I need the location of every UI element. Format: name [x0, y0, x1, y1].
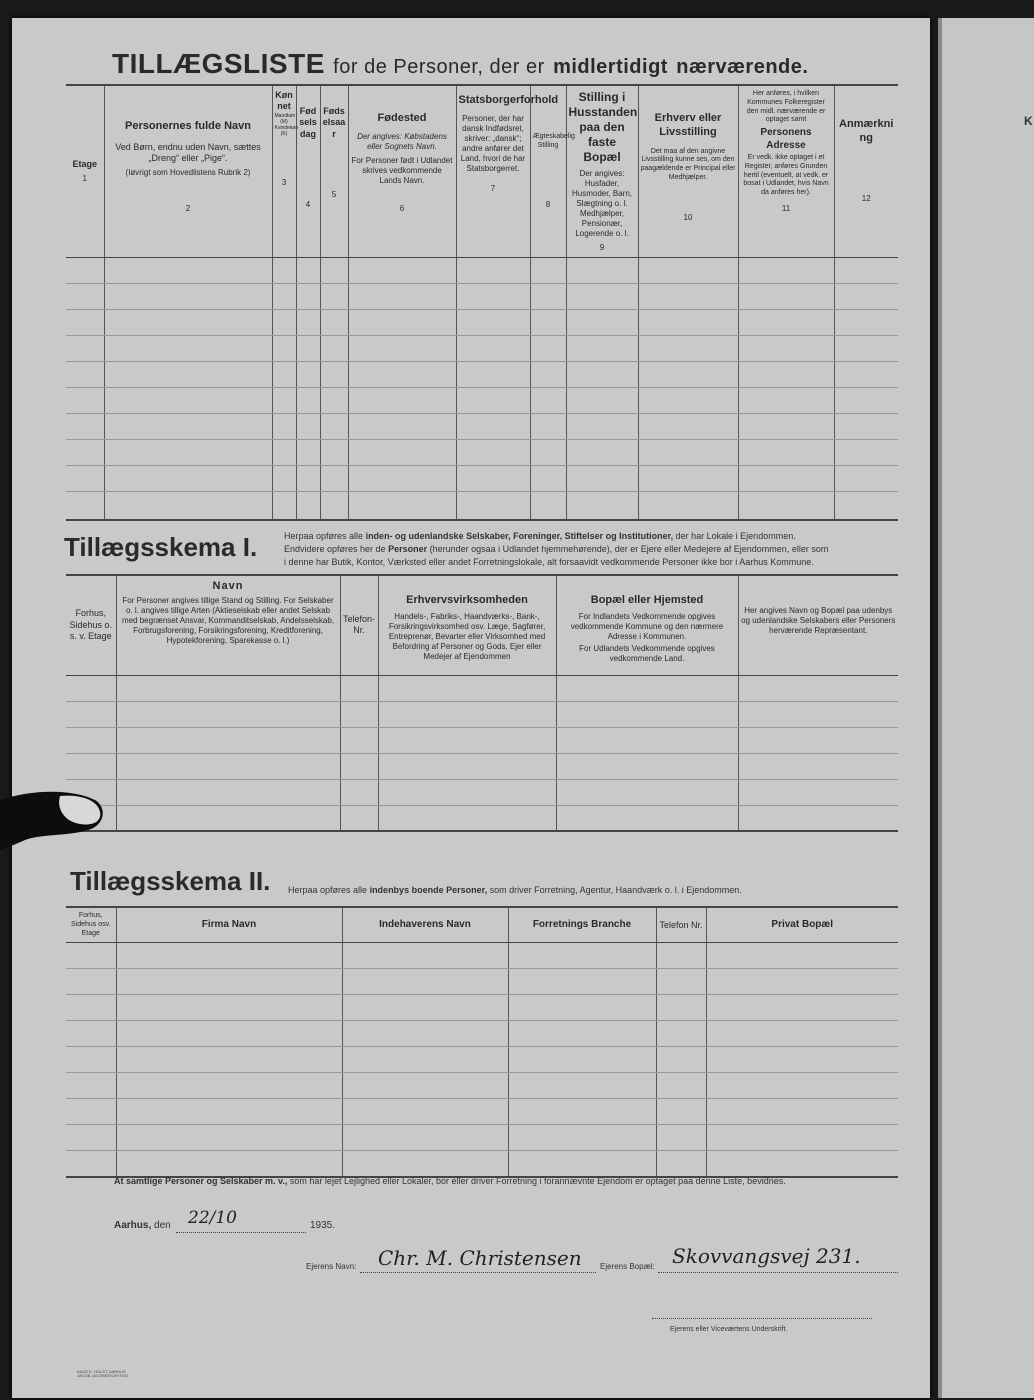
skema2-col-branche: Forretnings Branche [508, 907, 656, 943]
table-row [66, 1073, 898, 1099]
col-stilling: Stilling i Husstanden paa den faste Bopæl Der angives: Husfader, Husmoder, Barn, Slægtning o. l. Medhjælper, Pensionær, Logerende o. l. 9 [566, 85, 638, 258]
table-row [66, 779, 898, 805]
form-page [12, 18, 930, 1398]
owner-address-line [658, 1272, 898, 1273]
owner-name-handwritten: Chr. M. Christensen [378, 1246, 582, 1270]
table-row [66, 258, 898, 284]
table-row [66, 753, 898, 779]
table-row [66, 336, 898, 362]
table-row [66, 388, 898, 414]
table-row [66, 943, 898, 969]
skema1-col-repraesentant: Her angives Navn og Bopæl paa udenbys og udenlandske Selskabers eller Personers herværende Repræsentant. [738, 575, 898, 675]
skema1-title: Tillægsskema I. [64, 532, 258, 562]
skema1-col-navn: Navn For Personer angives tillige Stand og Stilling. For Selskaber o. l. angives tillige Arten (Aktieselskab eller andet Selskab med begrænset Ansvar, Kommanditselskab, Andelsselskab, Forbrugsforening, Forsikringsforening, Kreditforening, Hypotekforening, Sparekasse o. l.) [116, 575, 340, 675]
table-row [66, 995, 898, 1021]
table-row [66, 310, 898, 336]
skema1-col-erhverv: Erhvervsvirksomheden Handels-, Fabriks-, Haandværks-, Bank-, Forsikringsvirksomhed osv. Læge, Sagfører, Entreprenør, Bevarter eller Virksomhed med Befordring af Personer og Gods, Ejer eller Medejer af Ejendommen [378, 575, 556, 675]
owner-name-line [360, 1272, 596, 1273]
col-navn: Personernes fulde Navn Ved Børn, endnu uden Navn, sættes „Dreng“ eller „Pige“. (Iøvrigt som Hovedlistens Rubrik 2) 2 [104, 85, 272, 258]
title-part2: midlertidigt [553, 56, 668, 78]
table-row [66, 727, 898, 753]
skema2-col-firma: Firma Navn [116, 907, 342, 943]
table-row [66, 1151, 898, 1177]
col-adresse: Her anføres, i hvilken Kommunes Folkeregister den midl. nærværende er optaget samt Personens Adresse Er vedk. ikke optaget i et Register, anføres Grunden hertil (eventuelt, at vedk. er bosat i Udlandet, hvis Navn da anføres her). 11 [738, 85, 834, 258]
table-row [66, 1047, 898, 1073]
table-row [66, 805, 898, 831]
col-foedselsdag: Fødselsdag 4 [296, 85, 320, 258]
skema1-col-etage: Forhus, Sidehus o. s. v. Etage [66, 575, 116, 675]
table-row [66, 1125, 898, 1151]
col-etage: Etage 1 [66, 85, 104, 258]
table-row [66, 466, 898, 492]
skema2-col-telefon: Telefon Nr. [656, 907, 706, 943]
col-anmaerkning: Anmærkning 12 [834, 85, 898, 258]
signature-label: Ejerens eller Viceværtens Underskrift. [670, 1326, 788, 1333]
table-row [66, 440, 898, 466]
skema2-table [66, 906, 898, 1178]
title-main: TILLÆGSLISTE [112, 48, 325, 79]
footer-city: Aarhus, den [114, 1220, 171, 1231]
tillaegsliste-table [66, 84, 898, 521]
table-row [66, 1021, 898, 1047]
skema1-header [66, 575, 898, 675]
skema1-col-bopael: Bopæl eller Hjemsted For Indlandets Vedkommende opgives vedkommende Kommune og den nærmere Adresse i Kommunen. For Udlandets Vedkommende opgives vedkommende Land. [556, 575, 738, 675]
skema2-col-bopael: Privat Bopæl [706, 907, 898, 943]
skema2-description: Herpaa opføres alle indenbys boende Personer, som driver Forretning, Agentur, Haandværk o. l. i Ejendommen. [288, 885, 742, 895]
title-part1: for de Personer, der er [333, 56, 545, 78]
col-statsborger: Statsborgerforhold Personer, der har dansk Indfødsret, skriver: „dansk“; andre anfører det Land, hvori de har Statsborgerret. 7 [456, 85, 530, 258]
adjacent-page [938, 18, 1034, 1398]
skema1-col-telefon: Telefon-Nr. [340, 575, 378, 675]
skema2-title: Tillægsskema II. [70, 866, 271, 896]
attestation-statement: At samtlige Personer og Selskaber m. v., som har lejet Lejlighed eller Lokaler, bor eller driver Forretning i forannævnte Ejendom er optaget paa denne Liste, bevidnes. [114, 1176, 786, 1186]
owner-name-label: Ejerens Navn: [306, 1262, 357, 1271]
col-foedselsaar: Fødselsaar 5 [320, 85, 348, 258]
title-part3: nærværende. [676, 56, 809, 78]
thumb-icon [0, 790, 110, 870]
table-row [66, 675, 898, 701]
printer-imprint: AAGE E. HOLST, AARHUS JACOB JACOBSEN BYTOG [77, 1369, 129, 1379]
date-handwritten: 22/10 [188, 1208, 237, 1228]
table-row [66, 284, 898, 310]
owner-address-handwritten: Skovvangsvej 231. [672, 1244, 861, 1268]
tillaegsliste-header [66, 85, 898, 258]
table-row [66, 492, 898, 520]
skema2-col-indehaver: Indehaverens Navn [342, 907, 508, 943]
table-row [66, 414, 898, 440]
table-row [66, 362, 898, 388]
date-line [176, 1232, 306, 1233]
skema2-header [66, 907, 898, 943]
table-row [66, 1099, 898, 1125]
owner-address-label: Ejerens Bopæl: [600, 1262, 655, 1271]
table-row [66, 969, 898, 995]
skema1-description: Herpaa opføres alle inden- og udenlandske Selskaber, Foreninger, Stiftelser og Institutioner, der har Lokale i Ejendommen. Endvidere opføres her de Personer (herunder ogsaa i Udlandet hjemmehørende), der er Ejere eller Medejere af Ejendommen, eller som i denne har Butik, Kontor, Værksted eller andet Forretningslokale, alt forsaavidt vedkommende Personer ikke bor i Aarhus Kommune. [284, 531, 829, 568]
col-koen: Kønnet Mandkøn (M) Kvindekøn (K) 3 [272, 85, 296, 258]
footer-year: 1935. [310, 1220, 336, 1231]
col-foedested: Fødested Der angives: Købstadens eller Sognets Navn. For Personer født i Udlandet skrives vedkommende Lands Navn. 6 [348, 85, 456, 258]
col-aegteskab: Ægteskabelig Stilling 8 [530, 85, 566, 258]
page-title [112, 48, 808, 80]
signature-line [652, 1318, 872, 1319]
skema2-col-etage: Forhus, Sidehus osv. Etage [66, 907, 116, 943]
adjacent-page-mark: K [1024, 114, 1033, 128]
col-erhverv: Erhverv eller Livsstilling Det maa af den angivne Livsstilling kunne ses, om den paagældende er Principal eller Medhjælper. 10 [638, 85, 738, 258]
skema1-table [66, 574, 898, 832]
table-row [66, 701, 898, 727]
